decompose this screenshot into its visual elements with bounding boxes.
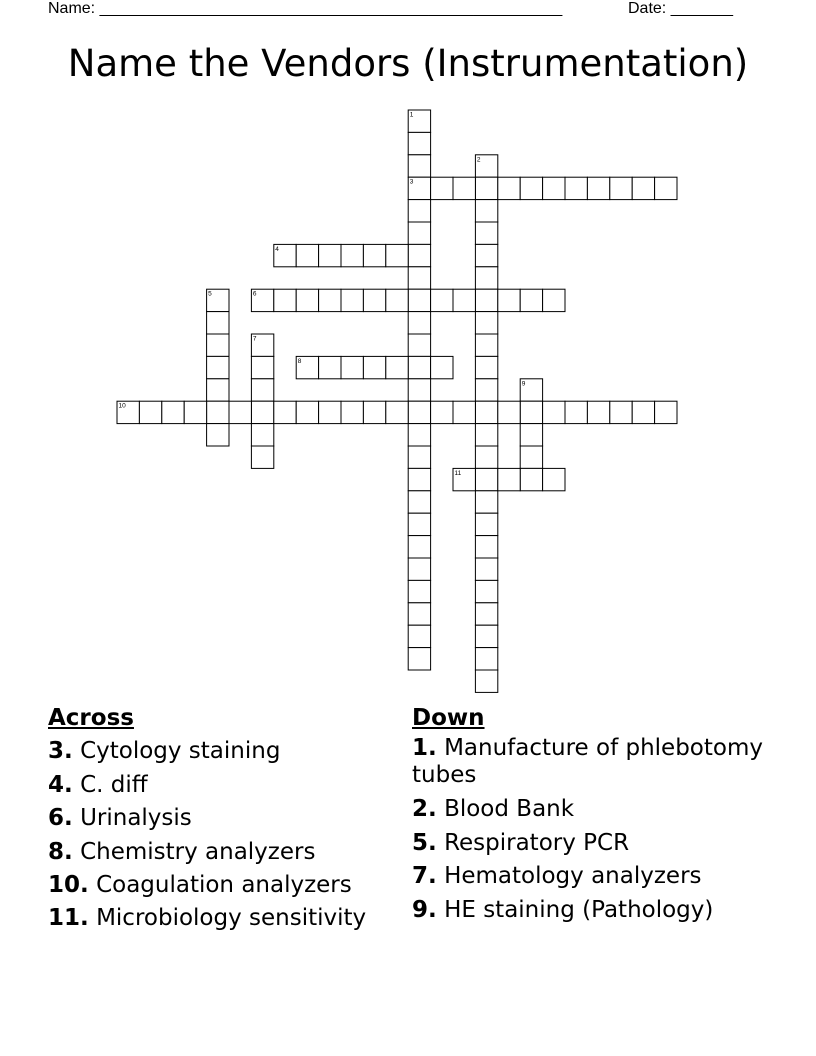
clue-number-label: 3: [409, 178, 414, 186]
date-blank: _______: [670, 0, 733, 17]
grid-cell[interactable]: [475, 648, 497, 670]
grid-cell[interactable]: [498, 468, 520, 490]
grid-cell[interactable]: [162, 401, 184, 423]
clue-number: 6.: [48, 805, 73, 832]
date-label: Date:: [628, 0, 667, 17]
down-clue: [412, 793, 772, 826]
clue-number-label: 8: [297, 357, 302, 365]
grid-cell[interactable]: [341, 401, 363, 423]
grid-cell[interactable]: [632, 177, 654, 199]
grid-cell[interactable]: [431, 401, 453, 423]
grid-cell[interactable]: [408, 356, 430, 378]
grid-cell[interactable]: [408, 401, 430, 423]
grid-cell[interactable]: [207, 424, 229, 446]
grid-cell[interactable]: [296, 244, 318, 266]
grid-cell[interactable]: [408, 424, 430, 446]
grid-cell[interactable]: [520, 289, 542, 311]
clue-text: Coagulation analyzers: [96, 872, 352, 899]
clue-text: HE staining (Pathology): [444, 896, 714, 923]
grid-cell[interactable]: [475, 513, 497, 535]
grid-cell[interactable]: [475, 334, 497, 356]
grid-cell[interactable]: [520, 424, 542, 446]
across-clue: [48, 836, 398, 869]
clue-number: 9.: [412, 896, 437, 923]
grid-cell[interactable]: [341, 289, 363, 311]
grid-cell[interactable]: [475, 558, 497, 580]
grid-cell[interactable]: [475, 312, 497, 334]
grid-cell[interactable]: [207, 379, 229, 401]
grid-cell[interactable]: [475, 289, 497, 311]
grid-cell[interactable]: [319, 401, 341, 423]
clue-text: Manufacture of phlebotomy tubes: [412, 735, 763, 789]
grid-cell[interactable]: [319, 244, 341, 266]
grid-cell[interactable]: [274, 401, 296, 423]
grid-cell[interactable]: [632, 401, 654, 423]
grid-cell[interactable]: [408, 289, 430, 311]
down-clue: [412, 827, 772, 860]
grid-cell[interactable]: [386, 289, 408, 311]
grid-cell[interactable]: [408, 648, 430, 670]
clue-text: Urinalysis: [80, 805, 192, 832]
grid-cell[interactable]: [408, 155, 430, 177]
grid-cell[interactable]: [610, 401, 632, 423]
grid-cell[interactable]: [520, 468, 542, 490]
down-clue: [412, 735, 772, 789]
clue-text: Chemistry analyzers: [80, 838, 316, 865]
name-blank: ____________________________________________________: [99, 0, 563, 17]
clue-number-label: 11: [454, 469, 462, 477]
grid-cell[interactable]: [207, 401, 229, 423]
grid-cell[interactable]: [363, 356, 385, 378]
across-clue: [48, 902, 398, 935]
grid-cell[interactable]: [543, 468, 565, 490]
grid-cell[interactable]: [498, 401, 520, 423]
clue-number: 1.: [412, 735, 437, 762]
grid-cell[interactable]: [453, 177, 475, 199]
grid-cell[interactable]: [274, 289, 296, 311]
across-clue: [48, 802, 398, 835]
clue-number: 4.: [48, 771, 73, 798]
grid-cell[interactable]: [386, 244, 408, 266]
grid-cell[interactable]: [587, 177, 609, 199]
grid-cell[interactable]: [408, 536, 430, 558]
grid-cell[interactable]: [475, 244, 497, 266]
grid-cell[interactable]: [251, 424, 273, 446]
grid-cell[interactable]: [475, 536, 497, 558]
clue-number-label: 9: [521, 380, 526, 388]
grid-cell[interactable]: [408, 513, 430, 535]
grid-cell[interactable]: [408, 625, 430, 647]
grid-cell[interactable]: [408, 200, 430, 222]
grid-cell[interactable]: [587, 401, 609, 423]
grid-cell[interactable]: [475, 603, 497, 625]
grid-cell[interactable]: [408, 491, 430, 513]
grid-cell[interactable]: [431, 289, 453, 311]
grid-cell[interactable]: [408, 244, 430, 266]
clue-number-label: 10: [118, 402, 126, 410]
grid-cell[interactable]: [139, 401, 161, 423]
grid-cell[interactable]: [229, 401, 251, 423]
grid-cell[interactable]: [386, 401, 408, 423]
grid-cell[interactable]: [408, 334, 430, 356]
grid-cell[interactable]: [520, 446, 542, 468]
grid-cell[interactable]: [386, 356, 408, 378]
grid-cell[interactable]: [475, 200, 497, 222]
grid-cell[interactable]: [341, 244, 363, 266]
across-heading: Across: [48, 705, 134, 731]
grid-cell[interactable]: [520, 401, 542, 423]
grid-cell[interactable]: [207, 356, 229, 378]
grid-cell[interactable]: [408, 558, 430, 580]
grid-cell[interactable]: [319, 356, 341, 378]
grid-cell[interactable]: [296, 289, 318, 311]
clue-number-label: 4: [275, 245, 279, 253]
clue-text: C. diff: [80, 771, 148, 798]
clue-number: 7.: [412, 863, 437, 890]
clue-text: Respiratory PCR: [444, 829, 630, 856]
clue-number: 8.: [48, 838, 73, 865]
grid-cell[interactable]: [341, 356, 363, 378]
grid-cell[interactable]: [408, 603, 430, 625]
grid-cell[interactable]: [453, 289, 475, 311]
clue-number-label: 7: [252, 335, 257, 343]
puzzle-title: Name the Vendors (Instrumentation): [67, 42, 749, 85]
grid-cell[interactable]: [475, 468, 497, 490]
grid-cell[interactable]: [565, 177, 587, 199]
grid-cell[interactable]: [251, 379, 273, 401]
grid-cell[interactable]: [543, 177, 565, 199]
clue-text: Blood Bank: [444, 796, 575, 823]
grid-cell[interactable]: [610, 177, 632, 199]
grid-cell[interactable]: [475, 401, 497, 423]
grid-cell[interactable]: [475, 177, 497, 199]
grid-cell[interactable]: [498, 177, 520, 199]
clue-number-label: 5: [208, 290, 212, 298]
across-clue: [48, 735, 398, 768]
grid-cell[interactable]: [475, 267, 497, 289]
across-clues: [48, 702, 398, 936]
clue-number: 11.: [48, 905, 89, 932]
grid-cell[interactable]: [363, 289, 385, 311]
grid-cell[interactable]: [408, 379, 430, 401]
grid-cell[interactable]: [453, 401, 475, 423]
grid-cell[interactable]: [184, 401, 206, 423]
grid-cell[interactable]: [475, 379, 497, 401]
grid-cell[interactable]: [296, 401, 318, 423]
name-label: Name:: [48, 0, 96, 17]
grid-cell[interactable]: [475, 670, 497, 692]
grid-cell[interactable]: [475, 424, 497, 446]
grid-cell[interactable]: [431, 177, 453, 199]
grid-cell[interactable]: [207, 334, 229, 356]
grid-cell[interactable]: [251, 356, 273, 378]
grid-cell[interactable]: [475, 491, 497, 513]
down-clue: [412, 894, 772, 927]
grid-cell[interactable]: [655, 177, 677, 199]
grid-cell[interactable]: [475, 356, 497, 378]
grid-cell[interactable]: [408, 132, 430, 154]
clue-text: Cytology staining: [80, 738, 281, 765]
grid-cell[interactable]: [408, 312, 430, 334]
grid-cell[interactable]: [498, 289, 520, 311]
down-heading: Down: [412, 705, 485, 731]
down-clues: [412, 702, 772, 927]
down-clue: [412, 860, 772, 893]
grid-cell[interactable]: [408, 267, 430, 289]
clue-number-label: 1: [409, 111, 414, 119]
grid-cell[interactable]: [520, 177, 542, 199]
grid-cell[interactable]: [408, 446, 430, 468]
grid-cell[interactable]: [475, 580, 497, 602]
grid-cell[interactable]: [408, 222, 430, 244]
grid-cell[interactable]: [207, 312, 229, 334]
clue-text: Microbiology sensitivity: [96, 905, 367, 932]
clue-number-label: 2: [476, 156, 481, 164]
grid-cell[interactable]: [475, 625, 497, 647]
grid-cell[interactable]: [543, 401, 565, 423]
grid-cell[interactable]: [565, 401, 587, 423]
across-clue: [48, 869, 398, 902]
clue-number: 5.: [412, 829, 437, 856]
grid-cell[interactable]: [655, 401, 677, 423]
across-clue: [48, 769, 398, 802]
clue-number: 2.: [412, 796, 437, 823]
grid-cell[interactable]: [408, 468, 430, 490]
grid-cell[interactable]: [543, 289, 565, 311]
clue-number: 3.: [48, 738, 73, 765]
grid-cell[interactable]: [319, 289, 341, 311]
grid-cell[interactable]: [431, 356, 453, 378]
clue-text: Hematology analyzers: [444, 863, 702, 890]
grid-cell[interactable]: [408, 580, 430, 602]
grid-cell[interactable]: [475, 222, 497, 244]
clue-number-label: 6: [252, 290, 257, 298]
clue-number: 10.: [48, 872, 89, 899]
grid-cell[interactable]: [363, 244, 385, 266]
grid-cell[interactable]: [475, 446, 497, 468]
grid-cell[interactable]: [251, 446, 273, 468]
grid-cell[interactable]: [363, 401, 385, 423]
grid-cell[interactable]: [251, 401, 273, 423]
